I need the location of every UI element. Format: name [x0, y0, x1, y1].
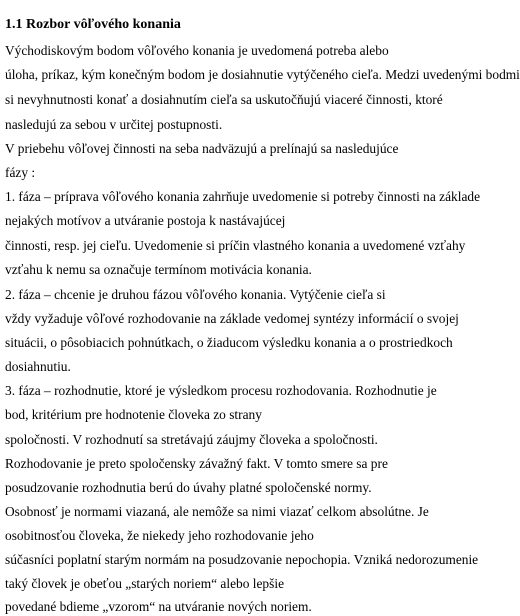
- text-line: si nevyhnutnosti konať a dosiahnutím cieľa sa uskutočňujú viaceré činnosti, ktoré: [5, 92, 443, 107]
- text-line: situácii, o pôsobiacich pohnútkach, o žiaducom výsledku konania a o prostriedkoch: [5, 335, 453, 350]
- text-line: Osobnosť je normami viazaná, ale nemôže sa nimi viazať celkom absolútne. Je: [5, 504, 429, 519]
- text-line: činnosti, resp. jej cieľu. Uvedomenie si príčin vlastného konania a uvedomené vzťahy: [5, 238, 466, 253]
- text-line: vždy vyžaduje vôľové rozhodovanie na základe vedomej syntézy informácií o svojej: [5, 311, 459, 326]
- text-line: bod, kritérium pre hodnotenie človeka zo strany: [5, 407, 262, 422]
- text-line: 2. fáza – chcenie je druhou fázou vôľového konania. Vytýčenie cieľa si: [5, 287, 386, 302]
- text-line: taký človek je obeťou „starých noriem“ alebo lepšie: [5, 576, 285, 591]
- text-line: úloha, príkaz, kým konečným bodom je dosiahnutie vytýčeného cieľa. Medzi uvedenými bodmi: [5, 67, 520, 82]
- text-line: posudzovanie rozhodnutia berú do úvahy platné spoločenské normy.: [5, 480, 372, 495]
- text-line: fázy :: [5, 165, 36, 180]
- text-line: Rozhodovanie je preto spoločensky závažný fakt. V tomto smere sa pre: [5, 456, 388, 471]
- text-line: spoločnosti. V rozhodnutí sa stretávajú záujmy človeka a spoločnosti.: [5, 432, 378, 447]
- text-line: 3. fáza – rozhodnutie, ktoré je výsledkom procesu rozhodovania. Rozhodnutie je: [5, 383, 437, 398]
- text-line: Východiskovým bodom vôľového konania je uvedomená potreba alebo: [5, 43, 389, 58]
- text-line: dosiahnutiu.: [5, 359, 71, 374]
- text-line: nasledujú za sebou v určitej postupnosti.: [5, 117, 223, 132]
- text-line: súčasníci poplatní starým normám na posudzovanie nepochopia. Vzniká nedorozumenie: [5, 552, 479, 567]
- text-line: V priebehu vôľovej činnosti na seba nadväzujú a prelínajú sa nasledujúce: [5, 141, 399, 156]
- text-line: nejakých motívov a utváranie postoja k nastávajúcej: [5, 213, 286, 228]
- text-line: osobitnosťou človeka, že niekedy jeho rozhodovanie jeho: [5, 528, 314, 543]
- section-heading: 1.1 Rozbor vôľového konania: [5, 17, 181, 32]
- text-line: 1. fáza – príprava vôľového konania zahrňuje uvedomenie si potreby činnosti na základe: [5, 189, 481, 204]
- text-line: vzťahu k nemu sa označuje termínom motivácia konania.: [5, 262, 312, 277]
- text-line: povedané bdieme „vzorom“ na utváranie nových noriem.: [5, 599, 312, 614]
